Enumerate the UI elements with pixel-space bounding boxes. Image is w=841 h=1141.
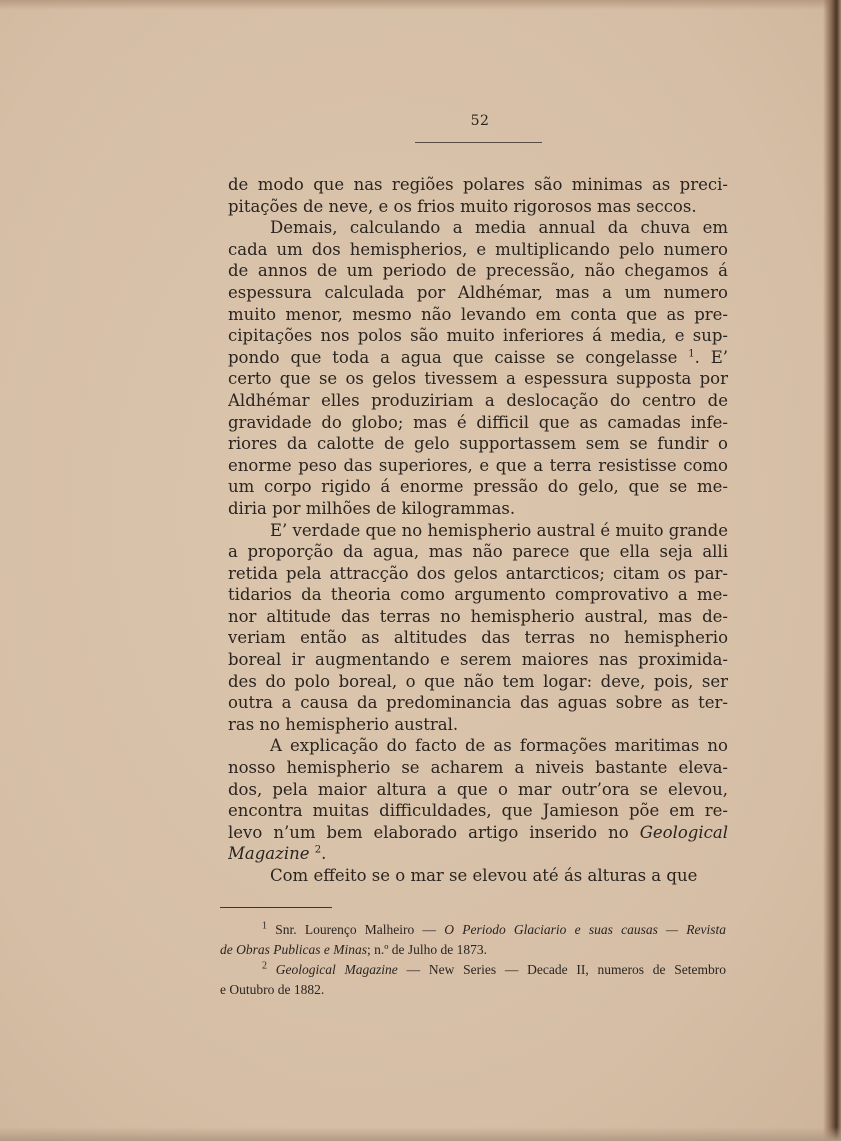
header-rule <box>415 142 542 143</box>
line-text: pondo que toda a agua que caisse se congelasse <box>228 347 678 367</box>
footnote-text: — New Series — Decade <box>406 962 577 977</box>
footnote-marker-2: 2 <box>262 960 267 972</box>
body-text <box>228 174 728 887</box>
footnote-decade-numeral: II <box>576 962 586 977</box>
footnote-2-continued: e Outubro de 1882. <box>220 982 325 997</box>
text-line: des do polo boreal, o que não tem logar: deve, pois, ser <box>228 671 728 691</box>
text-line: E’ verdade que no hemispherio austral é muito grande <box>270 520 728 540</box>
footnote-rule <box>220 907 332 908</box>
text-line: Aldhémar elles produziriam a deslocação do centro de <box>228 390 728 410</box>
journal-title-italic: Geological <box>639 822 728 842</box>
text-line: um corpo rigido á enorme pressão do gelo, que se me- <box>228 477 728 497</box>
text-line: A explicação do facto de as formações maritimas no <box>270 736 728 756</box>
line-text: levo n’um bem elaborado artigo inserido no <box>228 822 629 842</box>
text-line: Com effeito se o mar se elevou até ás alturas a que <box>270 866 698 885</box>
text-line: encontra muitas difficuldades, que Jamieson põe em re- <box>228 801 728 821</box>
text-line: cada um dos hemispherios, e multiplicando pelo numero <box>228 239 728 259</box>
text-line: nor altitude das terras no hemispherio austral, mas de- <box>228 606 728 626</box>
footnote-2 <box>220 960 726 980</box>
footnote-text: Snr. Lourenço Malheiro — <box>275 922 436 937</box>
text-line: nosso hemispherio se acharem a niveis bastante eleva- <box>228 758 728 778</box>
text-line: veriam então as altitudes das terras no hemispherio <box>228 628 728 648</box>
line-text-after-reference: . E’ <box>694 347 728 367</box>
footnote-1 <box>220 920 726 940</box>
text-line: diria por milhões de kilogrammas. <box>228 498 516 518</box>
footnote-title-italic: de Obras Publicas e Minas <box>220 942 367 957</box>
footnote-reference-1: 1 <box>688 348 695 360</box>
text-line: enorme peso das superiores, e que a terra resistisse como <box>228 455 728 475</box>
text-line: gravidade do globo; mas é difficil que as camadas infe- <box>228 412 728 432</box>
text-line: certo que se os gelos tivessem a espessura supposta por <box>228 369 728 389</box>
footnote-reference-2: 2 <box>314 844 322 856</box>
footnote-1-continued <box>220 940 726 960</box>
page-number: 52 <box>470 113 490 129</box>
text-line: de modo que nas regiões polares são minimas as preci- <box>228 175 728 194</box>
text-line: boreal ir augmentando e serem maiores nas proximida- <box>228 650 728 670</box>
text-line-with-reference <box>228 347 728 369</box>
text-line: tidarios da theoria como argumento comprovativo a me- <box>228 585 728 605</box>
text-line: ras no hemispherio austral. <box>228 714 459 734</box>
text-line: Demais, calculando a media annual da chuva em <box>270 218 728 238</box>
text-line: retida pela attracção dos gelos antarcticos; citam os par- <box>228 563 728 583</box>
text-line: espessura calculada por Aldhémar, mas a um numero <box>228 282 728 302</box>
text-line: cipitações nos polos são muito inferiores á media, e sup- <box>228 326 728 346</box>
page-bottom-edge <box>0 1127 841 1141</box>
page-gutter-shadow <box>823 0 841 1141</box>
text-line: dos, pela maior altura a que o mar outr’ora se elevou, <box>228 779 728 799</box>
text-line-with-italic <box>228 822 728 844</box>
journal-title-italic: Magazine <box>228 844 310 864</box>
text-line: pitações de neve, e os frios muito rigorosos mas seccos. <box>228 196 697 216</box>
text-line-with-reference <box>228 843 728 865</box>
footnote-title-italic: O Periodo Glaciario e suas causas — Revista <box>444 922 727 937</box>
footnote-title-italic: Geological Magazine <box>275 962 398 977</box>
text-line: outra a causa da predominancia das aguas sobre as ter- <box>228 693 728 713</box>
footnote-text: ; n.º de Julho de 1873. <box>366 942 488 957</box>
text-line: riores da calotte de gelo supportassem sem se fundir o <box>228 434 728 454</box>
footnote-marker-1: 1 <box>262 920 267 932</box>
text-line: de annos de um periodo de precessão, não chegamos á <box>228 261 728 281</box>
text-line: muito menor, mesmo não levando em conta que as pre- <box>228 304 728 324</box>
footnotes <box>220 920 726 1000</box>
footnote-text: , numeros de Setembro <box>585 962 727 977</box>
line-text-after-reference: . <box>321 844 327 864</box>
text-line: a proporção da agua, mas não parece que ella seja alli <box>228 542 728 562</box>
page-top-edge <box>0 0 841 10</box>
